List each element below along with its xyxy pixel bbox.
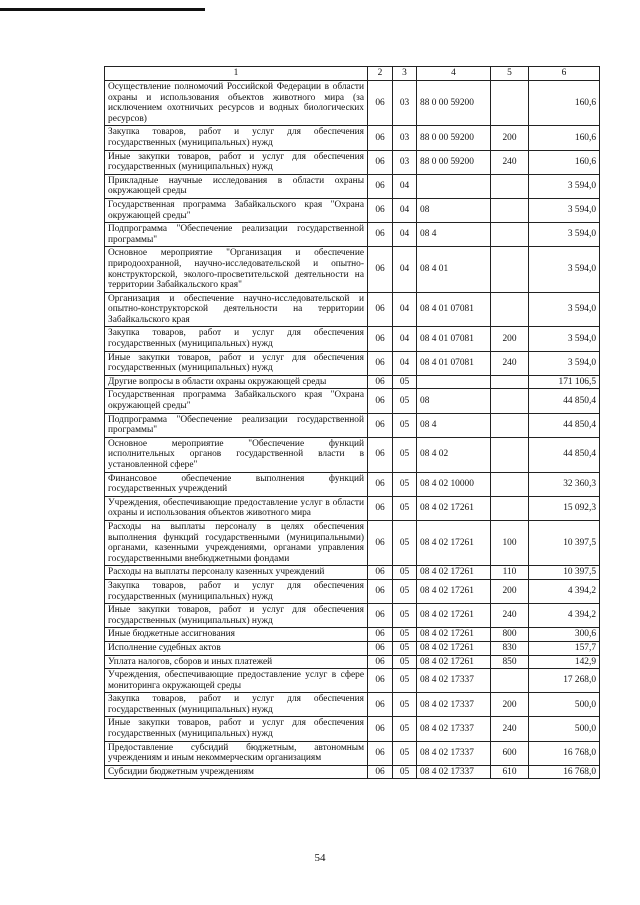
- amount-cell: 44 850,4: [529, 437, 600, 472]
- expense-name-cell: Расходы на выплаты персоналу казенных учреждений: [105, 566, 368, 580]
- section-code-cell: 06: [368, 579, 393, 603]
- table-row: [105, 655, 600, 669]
- expense-name-cell: Уплата налогов, сборов и иных платежей: [105, 655, 368, 669]
- section-code-cell: 06: [368, 150, 393, 174]
- subsection-code-cell: 05: [393, 765, 417, 779]
- subsection-code-cell: 05: [393, 604, 417, 628]
- budget-table: [104, 66, 600, 779]
- table-row: [105, 223, 600, 247]
- section-code-cell: 06: [368, 655, 393, 669]
- target-article-cell: 08 4 02 17261: [417, 655, 491, 669]
- amount-cell: 4 394,2: [529, 604, 600, 628]
- expense-type-cell: [491, 223, 529, 247]
- scan-edge-mark: [0, 8, 205, 11]
- subsection-code-cell: 05: [393, 741, 417, 765]
- section-code-cell: 06: [368, 327, 393, 351]
- header-cell: 6: [529, 67, 600, 81]
- subsection-code-cell: 04: [393, 247, 417, 292]
- section-code-cell: 06: [368, 174, 393, 198]
- expense-name-cell: Финансовое обеспечение выполнения функций государственных учреждений: [105, 472, 368, 496]
- target-article-cell: 08 4 02 17261: [417, 520, 491, 565]
- expense-name-cell: Подпрограмма "Обеспечение реализации государственной программы": [105, 223, 368, 247]
- table-row: [105, 198, 600, 222]
- target-article-cell: 08 4 01 07081: [417, 351, 491, 375]
- amount-cell: 44 850,4: [529, 389, 600, 413]
- table-row: [105, 741, 600, 765]
- expense-name-cell: Исполнение судебных актов: [105, 641, 368, 655]
- amount-cell: 10 397,5: [529, 566, 600, 580]
- table-row: [105, 413, 600, 437]
- table-row: [105, 496, 600, 520]
- expense-name-cell: Другие вопросы в области охраны окружающей среды: [105, 375, 368, 389]
- expense-type-cell: [491, 413, 529, 437]
- table-row: [105, 292, 600, 327]
- target-article-cell: 08 4 02 17337: [417, 765, 491, 779]
- amount-cell: 3 594,0: [529, 198, 600, 222]
- subsection-code-cell: 03: [393, 150, 417, 174]
- amount-cell: 44 850,4: [529, 413, 600, 437]
- subsection-code-cell: 05: [393, 655, 417, 669]
- section-code-cell: 06: [368, 496, 393, 520]
- section-code-cell: 06: [368, 292, 393, 327]
- target-article-cell: 08 4 02 17261: [417, 604, 491, 628]
- subsection-code-cell: 04: [393, 292, 417, 327]
- target-article-cell: 08 4 02 17337: [417, 717, 491, 741]
- expense-name-cell: Государственная программа Забайкальского края "Охрана окружающей среды": [105, 389, 368, 413]
- header-cell: 2: [368, 67, 393, 81]
- table-row: [105, 765, 600, 779]
- target-article-cell: 08: [417, 389, 491, 413]
- section-code-cell: 06: [368, 472, 393, 496]
- subsection-code-cell: 04: [393, 198, 417, 222]
- expense-type-cell: 830: [491, 641, 529, 655]
- target-article-cell: [417, 375, 491, 389]
- expense-type-cell: [491, 247, 529, 292]
- expense-name-cell: Учреждения, обеспечивающие предоставление услуг в области охраны и использования объектов животного мира: [105, 496, 368, 520]
- header-cell: 5: [491, 67, 529, 81]
- expense-type-cell: [491, 669, 529, 693]
- table-row: [105, 604, 600, 628]
- header-cell: 1: [105, 67, 368, 81]
- target-article-cell: 08 4 01 07081: [417, 327, 491, 351]
- subsection-code-cell: 03: [393, 81, 417, 126]
- section-code-cell: 06: [368, 628, 393, 642]
- subsection-code-cell: 05: [393, 437, 417, 472]
- table-row: [105, 389, 600, 413]
- table-row: [105, 375, 600, 389]
- section-code-cell: 06: [368, 413, 393, 437]
- section-code-cell: 06: [368, 693, 393, 717]
- table-row: [105, 472, 600, 496]
- section-code-cell: 06: [368, 641, 393, 655]
- section-code-cell: 06: [368, 669, 393, 693]
- amount-cell: 3 594,0: [529, 351, 600, 375]
- expense-type-cell: 240: [491, 150, 529, 174]
- expense-name-cell: Прикладные научные исследования в области охраны окружающей среды: [105, 174, 368, 198]
- expense-type-cell: 200: [491, 693, 529, 717]
- expense-type-cell: [491, 174, 529, 198]
- amount-cell: 157,7: [529, 641, 600, 655]
- table-row: [105, 669, 600, 693]
- expense-type-cell: 850: [491, 655, 529, 669]
- table-row: [105, 717, 600, 741]
- subsection-code-cell: 05: [393, 389, 417, 413]
- amount-cell: 171 106,5: [529, 375, 600, 389]
- subsection-code-cell: 05: [393, 566, 417, 580]
- expense-type-cell: [491, 472, 529, 496]
- expense-type-cell: [491, 437, 529, 472]
- section-code-cell: 06: [368, 741, 393, 765]
- section-code-cell: 06: [368, 437, 393, 472]
- target-article-cell: [417, 174, 491, 198]
- expense-type-cell: 200: [491, 126, 529, 150]
- table-row: [105, 628, 600, 642]
- header-cell: 4: [417, 67, 491, 81]
- amount-cell: 32 360,3: [529, 472, 600, 496]
- amount-cell: 15 092,3: [529, 496, 600, 520]
- expense-name-cell: Осуществление полномочий Российской Федерации в области охраны и использования объектов животного мира (за исключением охотничьих ресурсов и водных биологических ресурсов): [105, 81, 368, 126]
- expense-type-cell: [491, 496, 529, 520]
- table-row: [105, 126, 600, 150]
- target-article-cell: 08 4 01 07081: [417, 292, 491, 327]
- section-code-cell: 06: [368, 765, 393, 779]
- subsection-code-cell: 04: [393, 174, 417, 198]
- subsection-code-cell: 04: [393, 351, 417, 375]
- subsection-code-cell: 05: [393, 520, 417, 565]
- subsection-code-cell: 05: [393, 628, 417, 642]
- expense-type-cell: 800: [491, 628, 529, 642]
- target-article-cell: 08 4 02 10000: [417, 472, 491, 496]
- section-code-cell: 06: [368, 351, 393, 375]
- target-article-cell: 88 0 00 59200: [417, 126, 491, 150]
- expense-type-cell: [491, 389, 529, 413]
- amount-cell: 3 594,0: [529, 223, 600, 247]
- expense-type-cell: 110: [491, 566, 529, 580]
- amount-cell: 160,6: [529, 150, 600, 174]
- target-article-cell: 08 4 02 17337: [417, 669, 491, 693]
- expense-name-cell: Предоставление субсидий бюджетным, автономным учреждениям и иным некоммерческим организациям: [105, 741, 368, 765]
- table-header-row: [105, 67, 600, 81]
- expense-type-cell: [491, 198, 529, 222]
- expense-name-cell: Субсидии бюджетным учреждениям: [105, 765, 368, 779]
- section-code-cell: 06: [368, 717, 393, 741]
- target-article-cell: 08 4 01: [417, 247, 491, 292]
- section-code-cell: 06: [368, 223, 393, 247]
- subsection-code-cell: 05: [393, 669, 417, 693]
- expense-name-cell: Иные закупки товаров, работ и услуг для обеспечения государственных (муниципальных) нужд: [105, 717, 368, 741]
- expense-type-cell: 240: [491, 604, 529, 628]
- amount-cell: 142,9: [529, 655, 600, 669]
- expense-type-cell: [491, 375, 529, 389]
- expense-type-cell: 240: [491, 351, 529, 375]
- target-article-cell: 88 0 00 59200: [417, 150, 491, 174]
- expense-name-cell: Расходы на выплаты персоналу в целях обеспечения выполнения функций государственными (муниципальными) органами, казенными учреждениями, органами управления государственными внебюджетными фондами: [105, 520, 368, 565]
- table-body: [105, 81, 600, 779]
- target-article-cell: 08 4: [417, 223, 491, 247]
- table-row: [105, 174, 600, 198]
- section-code-cell: 06: [368, 520, 393, 565]
- target-article-cell: 08 4 02 17261: [417, 496, 491, 520]
- subsection-code-cell: 05: [393, 496, 417, 520]
- expense-name-cell: Иные закупки товаров, работ и услуг для обеспечения государственных (муниципальных) нужд: [105, 351, 368, 375]
- amount-cell: 3 594,0: [529, 247, 600, 292]
- subsection-code-cell: 05: [393, 413, 417, 437]
- table-row: [105, 693, 600, 717]
- section-code-cell: 06: [368, 389, 393, 413]
- target-article-cell: 08: [417, 198, 491, 222]
- amount-cell: 3 594,0: [529, 292, 600, 327]
- section-code-cell: 06: [368, 126, 393, 150]
- target-article-cell: 08 4: [417, 413, 491, 437]
- expense-name-cell: Закупка товаров, работ и услуг для обеспечения государственных (муниципальных) нужд: [105, 693, 368, 717]
- expense-name-cell: Закупка товаров, работ и услуг для обеспечения государственных (муниципальных) нужд: [105, 579, 368, 603]
- expense-name-cell: Иные закупки товаров, работ и услуг для обеспечения государственных (муниципальных) нужд: [105, 150, 368, 174]
- expense-name-cell: Иные закупки товаров, работ и услуг для обеспечения государственных (муниципальных) нужд: [105, 604, 368, 628]
- expense-type-cell: [491, 81, 529, 126]
- amount-cell: 500,0: [529, 717, 600, 741]
- target-article-cell: 08 4 02 17261: [417, 579, 491, 603]
- expense-name-cell: Закупка товаров, работ и услуг для обеспечения государственных (муниципальных) нужд: [105, 126, 368, 150]
- section-code-cell: 06: [368, 604, 393, 628]
- target-article-cell: 88 0 00 59200: [417, 81, 491, 126]
- amount-cell: 16 768,0: [529, 741, 600, 765]
- amount-cell: 3 594,0: [529, 174, 600, 198]
- subsection-code-cell: 05: [393, 693, 417, 717]
- amount-cell: 10 397,5: [529, 520, 600, 565]
- table-row: [105, 150, 600, 174]
- section-code-cell: 06: [368, 566, 393, 580]
- expense-name-cell: Закупка товаров, работ и услуг для обеспечения государственных (муниципальных) нужд: [105, 327, 368, 351]
- target-article-cell: 08 4 02 17261: [417, 628, 491, 642]
- expense-type-cell: 600: [491, 741, 529, 765]
- expense-name-cell: Организация и обеспечение научно-исследовательской и опытно-конструкторской деятельности на территории Забайкальского края: [105, 292, 368, 327]
- subsection-code-cell: 05: [393, 472, 417, 496]
- expense-type-cell: 610: [491, 765, 529, 779]
- expense-name-cell: Основное мероприятие "Организация и обеспечение природоохранной, научно-исследовательской и опытно-конструкторской, эколого-просветительской деятельности на территории Забайкальского края": [105, 247, 368, 292]
- expense-name-cell: Иные бюджетные ассигнования: [105, 628, 368, 642]
- target-article-cell: 08 4 02 17261: [417, 566, 491, 580]
- target-article-cell: 08 4 02 17261: [417, 641, 491, 655]
- subsection-code-cell: 04: [393, 327, 417, 351]
- expense-type-cell: 100: [491, 520, 529, 565]
- table-row: [105, 566, 600, 580]
- expense-type-cell: 200: [491, 327, 529, 351]
- target-article-cell: 08 4 02 17337: [417, 693, 491, 717]
- expense-name-cell: Государственная программа Забайкальского края "Охрана окружающей среды": [105, 198, 368, 222]
- subsection-code-cell: 04: [393, 223, 417, 247]
- subsection-code-cell: 05: [393, 717, 417, 741]
- section-code-cell: 06: [368, 198, 393, 222]
- subsection-code-cell: 05: [393, 375, 417, 389]
- page-number: 54: [314, 852, 326, 864]
- amount-cell: 160,6: [529, 81, 600, 126]
- target-article-cell: 08 4 02 17337: [417, 741, 491, 765]
- table-row: [105, 579, 600, 603]
- subsection-code-cell: 05: [393, 641, 417, 655]
- expense-name-cell: Учреждения, обеспечивающие предоставление услуг в сфере мониторинга окружающей среды: [105, 669, 368, 693]
- section-code-cell: 06: [368, 81, 393, 126]
- section-code-cell: 06: [368, 375, 393, 389]
- amount-cell: 300,6: [529, 628, 600, 642]
- expense-type-cell: 240: [491, 717, 529, 741]
- expense-name-cell: Подпрограмма "Обеспечение реализации государственной программы": [105, 413, 368, 437]
- table-row: [105, 327, 600, 351]
- budget-table-container: [104, 66, 599, 779]
- header-cell: 3: [393, 67, 417, 81]
- amount-cell: 160,6: [529, 126, 600, 150]
- table-row: [105, 520, 600, 565]
- amount-cell: 16 768,0: [529, 765, 600, 779]
- expense-type-cell: [491, 292, 529, 327]
- amount-cell: 4 394,2: [529, 579, 600, 603]
- amount-cell: 17 268,0: [529, 669, 600, 693]
- amount-cell: 3 594,0: [529, 327, 600, 351]
- amount-cell: 500,0: [529, 693, 600, 717]
- section-code-cell: 06: [368, 247, 393, 292]
- target-article-cell: 08 4 02: [417, 437, 491, 472]
- table-row: [105, 641, 600, 655]
- table-row: [105, 437, 600, 472]
- table-row: [105, 247, 600, 292]
- expense-name-cell: Основное мероприятие "Обеспечение функций исполнительных органов государственной власти в установленной сфере": [105, 437, 368, 472]
- table-row: [105, 81, 600, 126]
- subsection-code-cell: 05: [393, 579, 417, 603]
- expense-type-cell: 200: [491, 579, 529, 603]
- subsection-code-cell: 03: [393, 126, 417, 150]
- table-row: [105, 351, 600, 375]
